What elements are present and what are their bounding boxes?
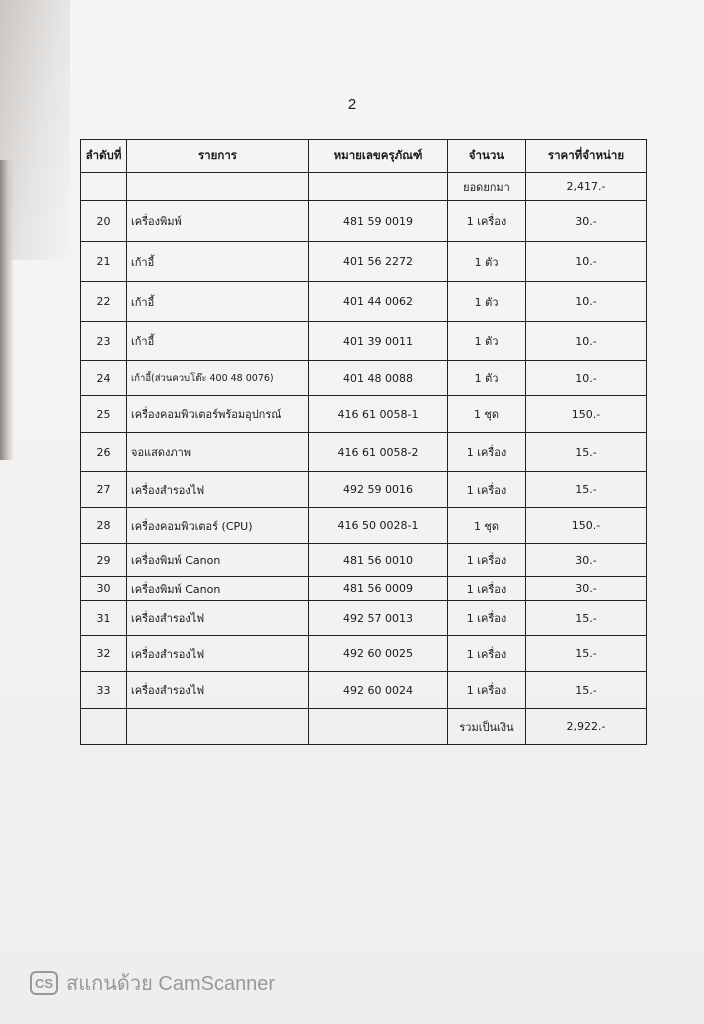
row-price: 30.- [526, 544, 647, 577]
row-asset-number: 401 48 0088 [309, 361, 448, 396]
carried-forward-value: 2,417.- [526, 173, 647, 201]
row-asset-number: 416 61 0058-2 [309, 433, 448, 472]
table-row [81, 201, 647, 242]
page-fold [0, 160, 14, 460]
row-quantity: 1 เครื่อง [448, 636, 526, 672]
row-item: เครื่องพิมพ์ Canon [127, 577, 309, 601]
table-row [81, 322, 647, 361]
row-price: 150.- [526, 508, 647, 544]
row-quantity: 1 เครื่อง [448, 577, 526, 601]
table-row [81, 601, 647, 636]
row-number: 33 [81, 672, 127, 709]
row-item: เก้าอี้(ส่วนควบโต๊ะ 400 48 0076) [127, 361, 309, 396]
row-asset-number: 401 39 0011 [309, 322, 448, 361]
row-item: เครื่องสำรองไฟ [127, 636, 309, 672]
row-price: 30.- [526, 201, 647, 242]
row-quantity: 1 ชุด [448, 396, 526, 433]
carried-forward-row [81, 173, 647, 201]
row-price: 15.- [526, 433, 647, 472]
camscanner-logo-icon: CS [30, 971, 58, 995]
table-row [81, 672, 647, 709]
row-price: 10.- [526, 282, 647, 322]
row-asset-number: 481 56 0009 [309, 577, 448, 601]
row-quantity: 1 ชุด [448, 508, 526, 544]
row-price: 150.- [526, 396, 647, 433]
row-asset-number: 492 57 0013 [309, 601, 448, 636]
table-row [81, 282, 647, 322]
header-no: ลำดับที่ [81, 140, 127, 173]
table-header-row [81, 140, 647, 173]
row-quantity: 1 ตัว [448, 282, 526, 322]
carried-forward-label: ยอดยกมา [448, 173, 526, 201]
row-number: 29 [81, 544, 127, 577]
row-number: 32 [81, 636, 127, 672]
total-row [81, 709, 647, 745]
row-item: เครื่องคอมพิวเตอร์ (CPU) [127, 508, 309, 544]
row-quantity: 1 ตัว [448, 322, 526, 361]
row-asset-number: 492 60 0024 [309, 672, 448, 709]
row-number: 26 [81, 433, 127, 472]
row-price: 10.- [526, 242, 647, 282]
row-number: 27 [81, 472, 127, 508]
row-price: 10.- [526, 322, 647, 361]
row-quantity: 1 เครื่อง [448, 672, 526, 709]
table-row [81, 433, 647, 472]
row-number: 24 [81, 361, 127, 396]
row-number: 21 [81, 242, 127, 282]
row-item: เก้าอี้ [127, 242, 309, 282]
table-row [81, 361, 647, 396]
disposal-table [80, 139, 647, 745]
row-asset-number: 492 59 0016 [309, 472, 448, 508]
row-price: 15.- [526, 472, 647, 508]
total-label: รวมเป็นเงิน [448, 709, 526, 745]
row-item: เก้าอี้ [127, 282, 309, 322]
total-value: 2,922.- [526, 709, 647, 745]
row-item: เครื่องสำรองไฟ [127, 472, 309, 508]
row-item: จอแสดงภาพ [127, 433, 309, 472]
header-price: ราคาที่จำหน่าย [526, 140, 647, 173]
row-item: เก้าอี้ [127, 322, 309, 361]
table-row [81, 472, 647, 508]
header-asset-number: หมายเลขครุภัณฑ์ [309, 140, 448, 173]
row-quantity: 1 เครื่อง [448, 472, 526, 508]
row-asset-number: 401 44 0062 [309, 282, 448, 322]
row-quantity: 1 เครื่อง [448, 433, 526, 472]
row-item: เครื่องพิมพ์ [127, 201, 309, 242]
row-item: เครื่องสำรองไฟ [127, 672, 309, 709]
page-number: 2 [347, 96, 357, 113]
row-asset-number: 416 50 0028-1 [309, 508, 448, 544]
row-item: เครื่องคอมพิวเตอร์พร้อมอุปกรณ์ [127, 396, 309, 433]
row-asset-number: 492 60 0025 [309, 636, 448, 672]
header-item: รายการ [127, 140, 309, 173]
row-quantity: 1 เครื่อง [448, 601, 526, 636]
row-number: 23 [81, 322, 127, 361]
table-row [81, 577, 647, 601]
row-price: 10.- [526, 361, 647, 396]
table-row [81, 508, 647, 544]
watermark-text: สแกนด้วย CamScanner [66, 973, 276, 995]
table-row [81, 636, 647, 672]
row-number: 30 [81, 577, 127, 601]
row-price: 15.- [526, 672, 647, 709]
row-item: เครื่องพิมพ์ Canon [127, 544, 309, 577]
row-price: 30.- [526, 577, 647, 601]
row-number: 25 [81, 396, 127, 433]
row-asset-number: 416 61 0058-1 [309, 396, 448, 433]
row-number: 28 [81, 508, 127, 544]
row-asset-number: 401 56 2272 [309, 242, 448, 282]
table-row [81, 544, 647, 577]
row-number: 31 [81, 601, 127, 636]
row-item: เครื่องสำรองไฟ [127, 601, 309, 636]
row-quantity: 1 เครื่อง [448, 544, 526, 577]
row-quantity: 1 ตัว [448, 361, 526, 396]
row-number: 22 [81, 282, 127, 322]
table-row [81, 242, 647, 282]
row-number: 20 [81, 201, 127, 242]
header-quantity: จำนวน [448, 140, 526, 173]
row-price: 15.- [526, 636, 647, 672]
row-quantity: 1 เครื่อง [448, 201, 526, 242]
camscanner-watermark [30, 968, 275, 998]
row-quantity: 1 ตัว [448, 242, 526, 282]
row-price: 15.- [526, 601, 647, 636]
table-row [81, 396, 647, 433]
row-asset-number: 481 59 0019 [309, 201, 448, 242]
row-asset-number: 481 56 0010 [309, 544, 448, 577]
